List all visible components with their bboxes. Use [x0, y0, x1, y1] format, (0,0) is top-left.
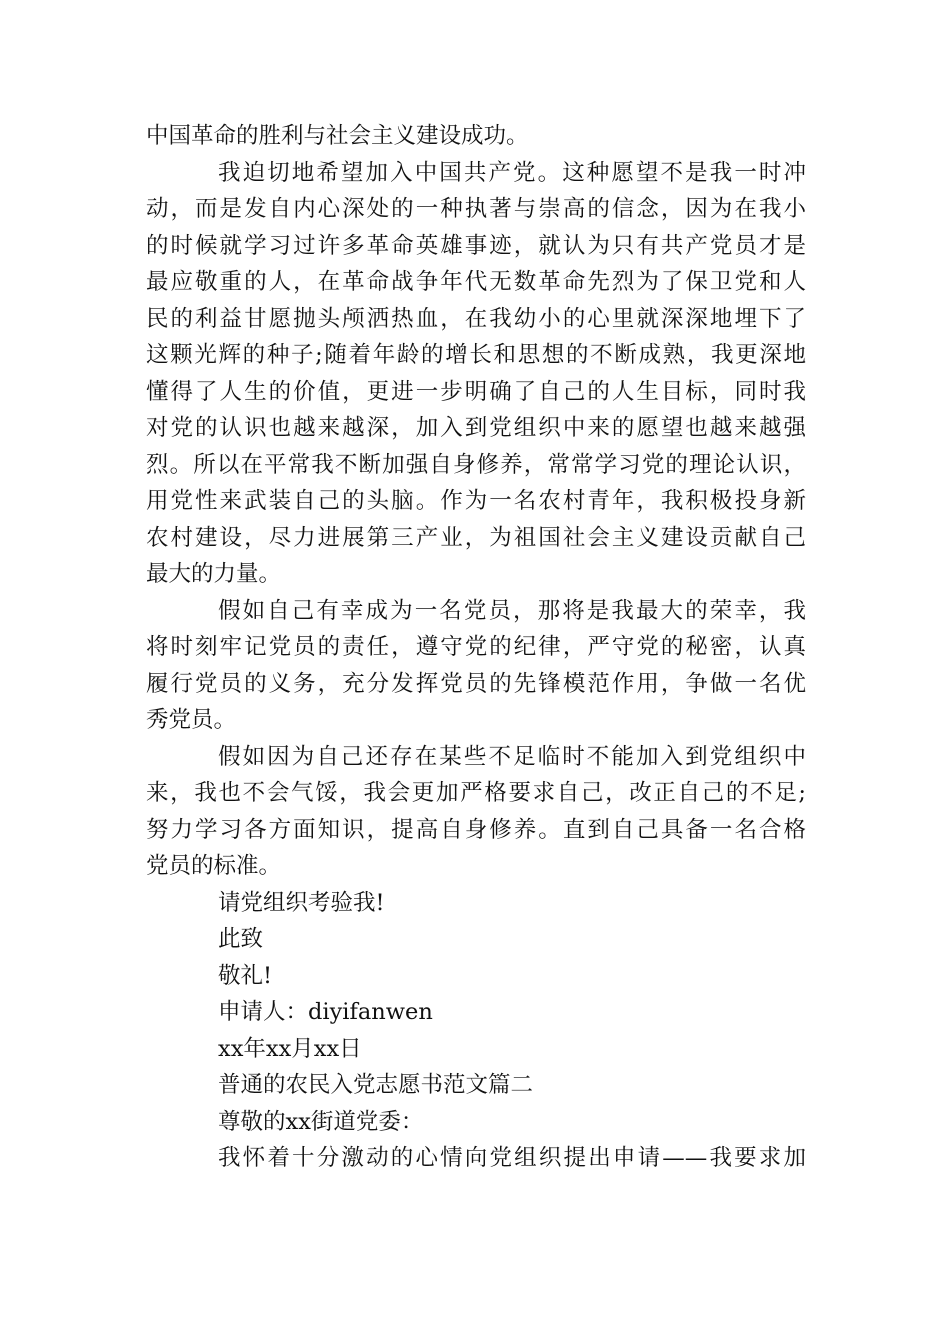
text-line: 烈。所以在平常我不断加强自身修养，常常学习党的理论认识，	[146, 451, 806, 478]
text-line: 最应敬重的人，在革命战争年代无数革命先烈为了保卫党和人	[146, 269, 806, 295]
paragraph-first-line: 假如因为自己还存在某些不足临时不能加入到党组织中	[218, 743, 806, 770]
document-page	[146, 118, 806, 1177]
addressee-line: 尊敬的xx街道党委：	[218, 1108, 424, 1135]
text-line: 用党性来武装自己的头脑。作为一名农村青年，我积极投身新	[146, 488, 806, 514]
text-line: 履行党员的义务，充分发挥党员的先锋模范作用，争做一名优	[146, 670, 806, 697]
applicant-signature: 申请人：diyifanwen	[218, 999, 433, 1025]
paragraph-first-line: 我迫切地希望加入中国共产党。这种愿望不是我一时冲	[218, 159, 806, 186]
closing-request: 请党组织考验我!	[218, 889, 385, 916]
text-line: 民的利益甘愿抛头颅洒热血，在我幼小的心里就深深地埋下了	[146, 305, 806, 332]
text-line: 努力学习各方面知识，提高自身修养。直到自己具备一名合格	[146, 816, 806, 843]
paragraph-first-line: 我怀着十分激动的心情向党组织提出申请——我要求加	[218, 1145, 806, 1171]
text-line: 对党的认识也越来越深，加入到党组织中来的愿望也越来越强	[146, 415, 806, 441]
text-line: 将时刻牢记党员的责任，遵守党的纪律，严守党的秘密，认真	[146, 634, 806, 660]
text-line: 的时候就学习过许多革命英雄事迹，就认为只有共产党员才是	[146, 232, 806, 259]
date-line: xx年xx月xx日	[218, 1035, 362, 1062]
text-line: 动，而是发自内心深处的一种执著与崇高的信念，因为在我小	[146, 196, 806, 222]
text-line: 农村建设，尽力进展第三产业，为祖国社会主义建设贡献自己	[146, 524, 806, 551]
paragraph-first-line: 假如自己有幸成为一名党员，那将是我最大的荣幸，我	[218, 597, 806, 624]
text-line: 懂得了人生的价值，更进一步明确了自己的人生目标，同时我	[146, 378, 806, 405]
salutation-jingli: 敬礼!	[218, 962, 273, 989]
text-line: 来，我也不会气馁，我会更加严格要求自己，改正自己的不足;	[146, 780, 806, 806]
text-line: 党员的标准。	[146, 853, 282, 879]
text-line: 秀党员。	[146, 707, 237, 733]
text-line: 最大的力量。	[146, 561, 282, 587]
text-line: 这颗光辉的种子;随着年龄的增长和思想的不断成熟，我更深地	[146, 342, 806, 368]
salutation-cizhi: 此致	[218, 926, 264, 952]
text-line: 中国革命的胜利与社会主义建设成功。	[146, 123, 529, 149]
section-heading: 普通的农民入党志愿书范文篇二	[218, 1072, 534, 1098]
